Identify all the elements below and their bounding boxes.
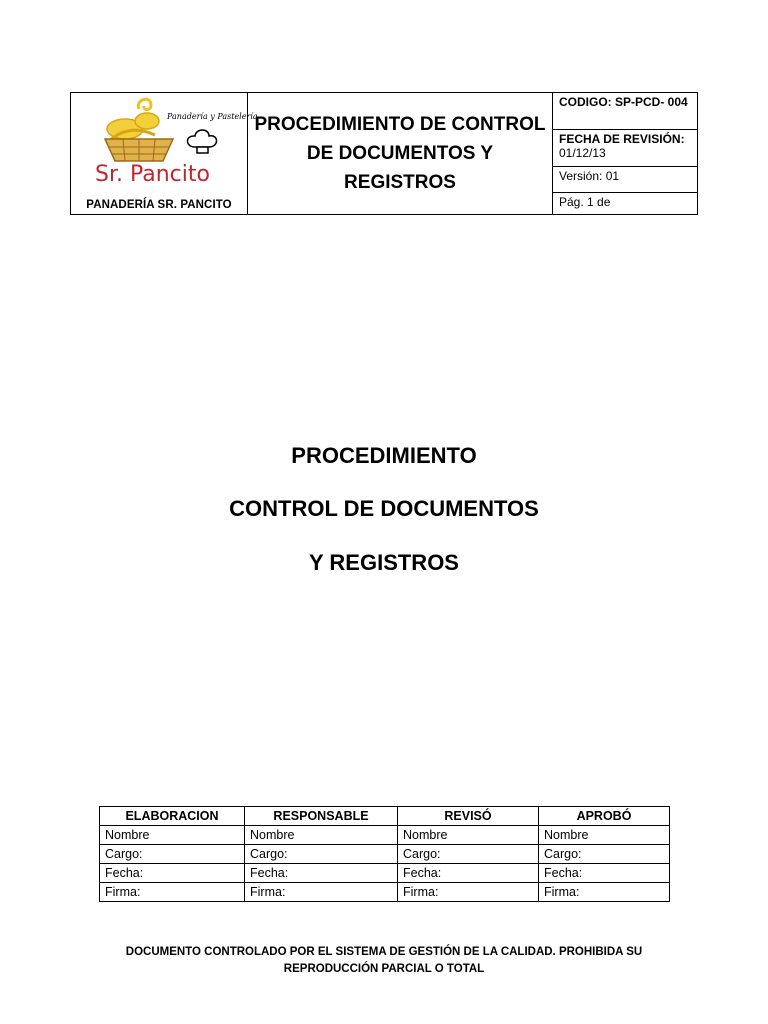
- doc-title-line-2: DE DOCUMENTOS Y: [306, 143, 494, 164]
- table-cell: Nombre: [398, 826, 539, 845]
- fecha-revision-cell: [553, 130, 698, 167]
- table-header-row: [100, 807, 670, 826]
- table-cell: Firma:: [398, 883, 539, 902]
- table-cell: Nombre: [539, 826, 670, 845]
- footer-line-2: REPRODUCCIÓN PARCIAL O TOTAL: [283, 963, 485, 975]
- footer-line-1: DOCUMENTO CONTROLADO POR EL SISTEMA DE GESTIÓN DE LA CALIDAD. PROHIBIDA SU: [125, 946, 643, 958]
- doc-title-line-3: REGISTROS: [344, 172, 456, 193]
- document-title-cell: [248, 93, 553, 215]
- version-cell: Versión: 01: [553, 167, 698, 193]
- table-row: [100, 845, 670, 864]
- doc-title-line-1: PROCEDIMIENTO DE CONTROL: [254, 114, 546, 135]
- table-cell: Firma:: [539, 883, 670, 902]
- main-title-line-2: CONTROL DE DOCUMENTOS: [229, 496, 539, 521]
- table-cell: Fecha:: [100, 864, 245, 883]
- main-title-line-1: PROCEDIMIENTO: [291, 443, 477, 468]
- table-cell: Firma:: [100, 883, 245, 902]
- table-cell: Cargo:: [100, 845, 245, 864]
- table-cell: Firma:: [245, 883, 398, 902]
- table-cell: Fecha:: [245, 864, 398, 883]
- codigo-cell: CODIGO: SP-PCD- 004: [553, 93, 698, 130]
- table-cell: Fecha:: [539, 864, 670, 883]
- header-responsable: RESPONSABLE: [245, 807, 398, 826]
- pagina-cell: Pág. 1 de: [553, 193, 698, 215]
- table-cell: Cargo:: [398, 845, 539, 864]
- logo-cell: [71, 93, 258, 215]
- document-header: [70, 92, 698, 215]
- table-row: [100, 826, 670, 845]
- header-elaboracion: ELABORACION: [100, 807, 245, 826]
- logo-brand-text: Sr. Pancito: [95, 162, 210, 187]
- table-cell: Nombre: [100, 826, 245, 845]
- bakery-logo: [95, 95, 258, 191]
- table-cell: Fecha:: [398, 864, 539, 883]
- company-name: PANADERÍA SR. PANCITO: [86, 199, 232, 211]
- table-row: [100, 883, 670, 902]
- table-cell: Cargo:: [245, 845, 398, 864]
- logo-script-text: Panadería y Pastelería: [167, 112, 258, 121]
- table-cell: Cargo:: [539, 845, 670, 864]
- table-cell: Nombre: [245, 826, 398, 845]
- main-title-line-3: Y REGISTROS: [309, 550, 459, 575]
- header-aprobo: APROBÓ: [539, 807, 670, 826]
- signature-table: [99, 806, 670, 902]
- fecha-label: FECHA DE REVISIÓN:: [559, 132, 685, 146]
- fecha-value: 01/12/13: [559, 146, 606, 160]
- header-reviso: REVISÓ: [398, 807, 539, 826]
- footer-notice: [0, 944, 768, 978]
- table-row: [100, 864, 670, 883]
